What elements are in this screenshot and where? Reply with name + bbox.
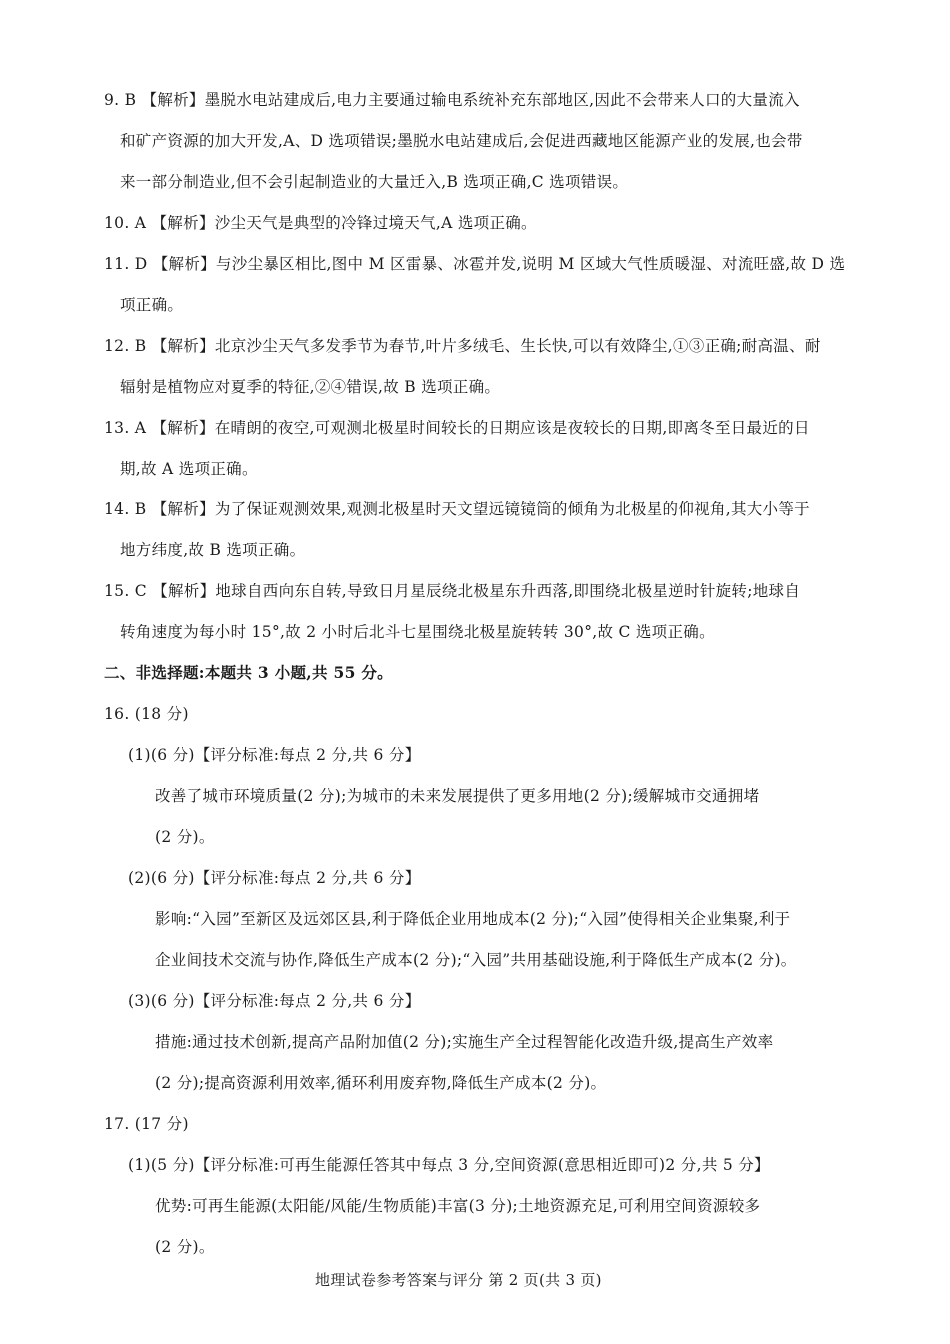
- q14-line-2: 地方纬度,故 B 选项正确。: [120, 541, 306, 559]
- page-footer: 地理试卷参考答案与评分 第 2 页(共 3 页): [315, 1271, 602, 1289]
- q11-line-1: 11. D 【解析】与沙尘暴区相比,图中 M 区雷暴、冰雹并发,说明 M 区域大气性质暖湿、对流旺盛,故 D 选: [104, 255, 846, 273]
- q9-line-3: 来一部分制造业,但不会引起制造业的大量迁入,B 选项正确,C 选项错误。: [120, 173, 629, 191]
- q16-part2-criteria: (2)(6 分)【评分标准:每点 2 分,共 6 分】: [128, 869, 421, 887]
- q13-line-2: 期,故 A 选项正确。: [120, 460, 258, 478]
- section-heading: 二、非选择题:本题共 3 小题,共 55 分。: [104, 663, 393, 682]
- q16-part1-answer-1: 改善了城市环境质量(2 分);为城市的未来发展提供了更多用地(2 分);缓解城市交通拥堵: [155, 787, 760, 805]
- q11-line-2: 项正确。: [120, 296, 184, 314]
- q17-part1-criteria: (1)(5 分)【评分标准:可再生能源任答其中每点 3 分,空间资源(意思相近即可)2 分,共 5 分】: [128, 1156, 770, 1174]
- q16-part3-criteria: (3)(6 分)【评分标准:每点 2 分,共 6 分】: [128, 992, 421, 1010]
- q12-line-2: 辐射是植物应对夏季的特征,②④错误,故 B 选项正确。: [120, 378, 501, 396]
- q9-line-1: 9. B 【解析】墨脱水电站建成后,电力主要通过输电系统补充东部地区,因此不会带来人口的大量流入: [104, 91, 800, 109]
- q17-part1-answer-2: (2 分)。: [155, 1238, 215, 1256]
- q12-line-1: 12. B 【解析】北京沙尘天气多发季节为春节,叶片多绒毛、生长快,可以有效降尘,①③正确;耐高温、耐: [104, 337, 821, 355]
- q16-part3-answer-1: 措施:通过技术创新,提高产品附加值(2 分);实施生产全过程智能化改造升级,提高生产效率: [155, 1033, 774, 1051]
- q14-line-1: 14. B 【解析】为了保证观测效果,观测北极星时天文望远镜镜筒的倾角为北极星的仰视角,其大小等于: [104, 500, 810, 518]
- q15-line-1: 15. C 【解析】地球自西向东自转,导致日月星辰绕北极星东升西落,即围绕北极星逆时针旋转;地球自: [104, 582, 801, 600]
- q16-heading: 16. (18 分): [104, 705, 189, 723]
- q16-part1-criteria: (1)(6 分)【评分标准:每点 2 分,共 6 分】: [128, 746, 421, 764]
- q13-line-1: 13. A 【解析】在晴朗的夜空,可观测北极星时间较长的日期应该是夜较长的日期,即离冬至日最近的日: [104, 419, 810, 437]
- q10-line-1: 10. A 【解析】沙尘天气是典型的冷锋过境天气,A 选项正确。: [104, 214, 537, 232]
- q15-line-2: 转角速度为每小时 15°,故 2 小时后北斗七星围绕北极星旋转转 30°,故 C 选项正确。: [120, 623, 715, 641]
- q16-part2-answer-1: 影响:“入园”至新区及远郊区县,利于降低企业用地成本(2 分);“入园”使得相关企业集聚,利于: [155, 910, 791, 928]
- q16-part2-answer-2: 企业间技术交流与协作,降低生产成本(2 分);“入园”共用基础设施,利于降低生产成本(2 分)。: [155, 951, 797, 969]
- q17-heading: 17. (17 分): [104, 1115, 189, 1133]
- q16-part3-answer-2: (2 分);提高资源利用效率,循环利用废弃物,降低生产成本(2 分)。: [155, 1074, 607, 1092]
- q9-line-2: 和矿产资源的加大开发,A、D 选项错误;墨脱水电站建成后,会促进西藏地区能源产业的发展,也会带: [120, 132, 803, 150]
- q16-part1-answer-2: (2 分)。: [155, 828, 215, 846]
- q17-part1-answer-1: 优势:可再生能源(太阳能/风能/生物质能)丰富(3 分);土地资源充足,可利用空间资源较多: [155, 1197, 761, 1215]
